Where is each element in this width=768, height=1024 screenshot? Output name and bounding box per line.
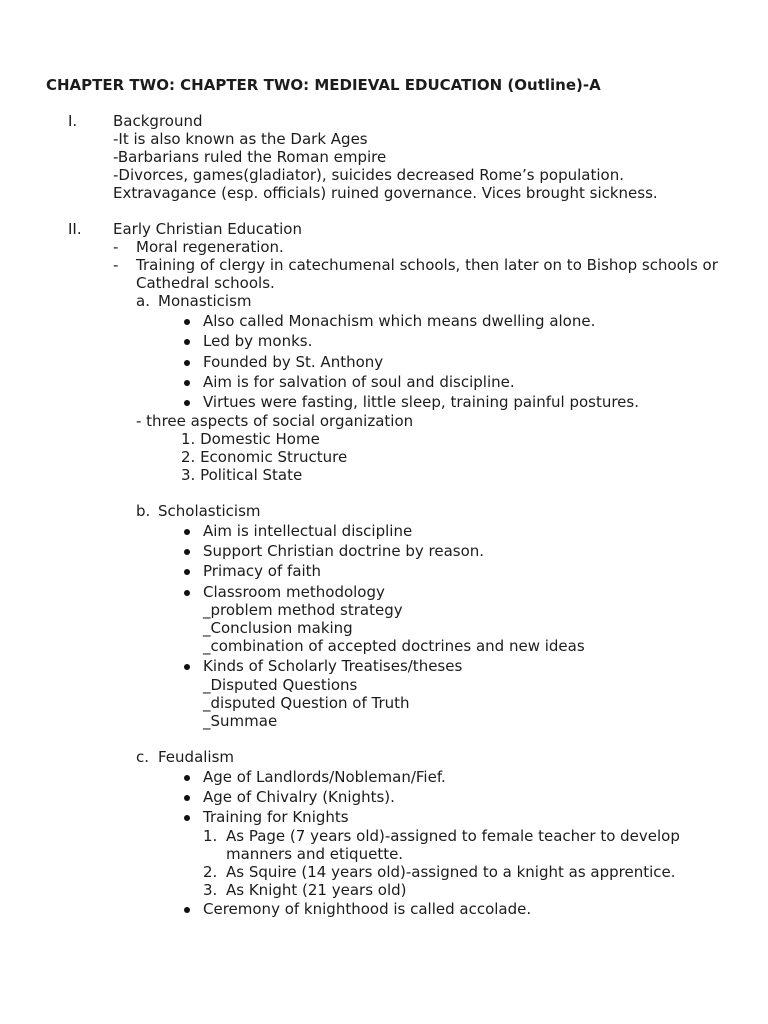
bullet-text: Led by monks.: [203, 332, 313, 350]
list-item-text: Training of clergy in catechumenal schools, then later on to Bishop schools or: [136, 256, 718, 274]
sub-point: _Disputed Questions: [203, 676, 358, 694]
subsection-title: Scholasticism: [158, 502, 261, 520]
bullet-icon: [184, 590, 190, 596]
background-line: -Divorces, games(gladiator), suicides decreased Rome’s population.: [113, 166, 624, 184]
bullet-text: Primacy of faith: [203, 562, 322, 580]
background-line: -Barbarians ruled the Roman empire: [113, 148, 387, 166]
bullet-text: Ceremony of knighthood is called accolade.: [203, 900, 532, 918]
bullet-text: Kinds of Scholarly Treatises/theses: [203, 657, 463, 675]
list-item-text: Moral regeneration.: [136, 238, 284, 256]
bullet-icon: [184, 775, 190, 781]
bullet-text: Support Christian doctrine by reason.: [203, 542, 485, 560]
sub-point: _problem method strategy: [203, 601, 403, 619]
bullet-icon: [184, 569, 190, 575]
numbered-item: 1. Domestic Home: [181, 430, 320, 448]
bullet-text: Training for Knights: [203, 808, 349, 826]
sub-point: _Conclusion making: [203, 619, 353, 637]
section-numeral: II.: [68, 220, 82, 238]
section-heading: Background: [113, 112, 203, 130]
background-line: Extravagance (esp. officials) ruined governance. Vices brought sickness.: [113, 184, 658, 202]
step-number: 1.: [203, 827, 218, 845]
note-text: - three aspects of social organization: [136, 412, 414, 430]
section-numeral: I.: [68, 112, 78, 130]
bullet-text: Also called Monachism which means dwelling alone.: [203, 312, 596, 330]
bullet-icon: [184, 815, 190, 821]
bullet-text: Age of Landlords/Nobleman/Fief.: [203, 768, 446, 786]
bullet-text: Virtues were fasting, little sleep, training painful postures.: [203, 393, 639, 411]
step-number: 3.: [203, 881, 218, 899]
bullet-icon: [184, 795, 190, 801]
numbered-item: 2. Economic Structure: [181, 448, 348, 466]
subsection-marker: c.: [136, 748, 150, 766]
subsection-title: Feudalism: [158, 748, 235, 766]
step-text: As Page (7 years old)-assigned to female teacher to develop: [226, 827, 680, 845]
sub-point: _Summae: [203, 712, 278, 730]
bullet-text: Classroom methodology: [203, 583, 385, 601]
bullet-icon: [184, 664, 190, 670]
bullet-text: Founded by St. Anthony: [203, 353, 384, 371]
document-title: CHAPTER TWO: CHAPTER TWO: MEDIEVAL EDUCATION (Outline)-A: [46, 76, 601, 94]
bullet-icon: [184, 529, 190, 535]
subsection-title: Monasticism: [158, 292, 252, 310]
bullet-icon: [184, 400, 190, 406]
step-text: As Knight (21 years old): [226, 881, 407, 899]
bullet-icon: [184, 380, 190, 386]
dash-marker: -: [113, 256, 119, 274]
step-text: As Squire (14 years old)-assigned to a knight as apprentice.: [226, 863, 676, 881]
bullet-text: Aim is for salvation of soul and discipline.: [203, 373, 515, 391]
bullet-icon: [184, 549, 190, 555]
sub-point: _combination of accepted doctrines and new ideas: [203, 637, 585, 655]
background-line: -It is also known as the Dark Ages: [113, 130, 368, 148]
step-number: 2.: [203, 863, 218, 881]
bullet-icon: [184, 907, 190, 913]
step-text: manners and etiquette.: [226, 845, 404, 863]
bullet-text: Age of Chivalry (Knights).: [203, 788, 395, 806]
numbered-item: 3. Political State: [181, 466, 303, 484]
sub-point: _disputed Question of Truth: [203, 694, 410, 712]
bullet-icon: [184, 319, 190, 325]
section-heading: Early Christian Education: [113, 220, 302, 238]
dash-marker: -: [113, 238, 119, 256]
bullet-icon: [184, 339, 190, 345]
bullet-icon: [184, 360, 190, 366]
bullet-text: Aim is intellectual discipline: [203, 522, 413, 540]
subsection-marker: a.: [136, 292, 150, 310]
subsection-marker: b.: [136, 502, 151, 520]
list-item-text: Cathedral schools.: [136, 274, 275, 292]
